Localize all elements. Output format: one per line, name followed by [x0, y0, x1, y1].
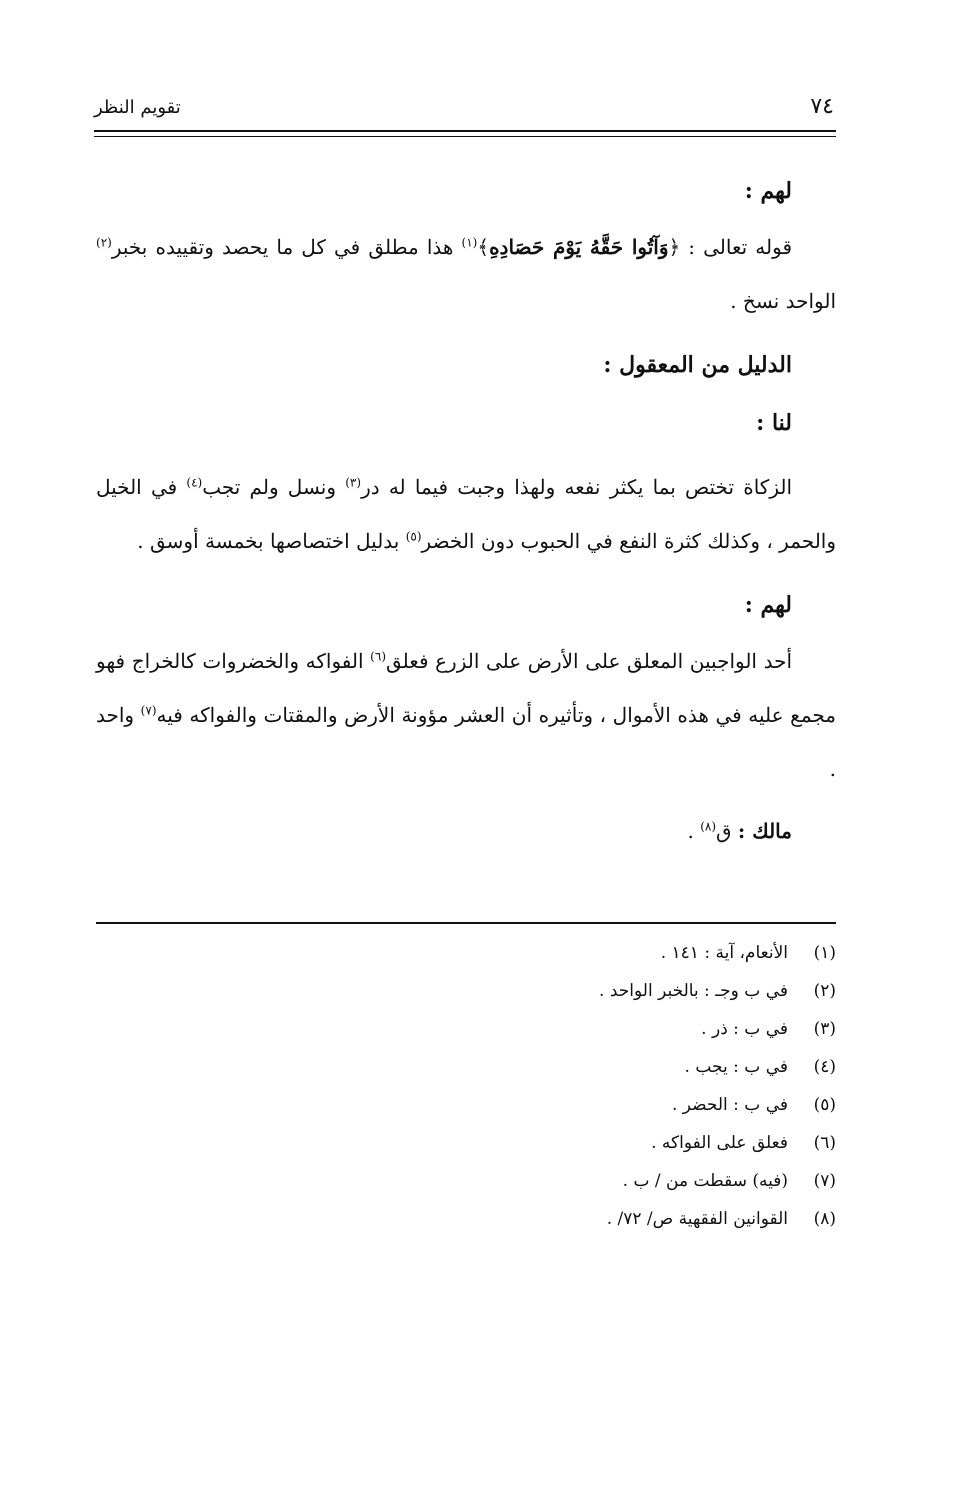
- para-text: الزكاة تختص بما يكثر نفعه ولهذا وجبت فيما له در: [361, 475, 793, 499]
- para-text: هذا مطلق في كل ما يحصد وتقييده بخبر: [111, 235, 462, 259]
- footnote-text: فعلق على الفواكه .: [651, 1133, 788, 1153]
- para-text: ق: [716, 819, 738, 843]
- para-text: في الخيل والحمر ، وكذلك كثرة النفع في الحبوب دون الخضر: [96, 475, 836, 553]
- footnote-separator: [96, 922, 836, 924]
- para-text: قوله تعالى : ﴿: [668, 235, 793, 259]
- para-text: الفواكه والخضروات كالخراج فهو مجمع عليه في هذه الأموال ، وتأثيره أن العشر مؤونة الأرض والمقتات والفواكه فيه: [96, 649, 837, 727]
- footnote-ref-6[interactable]: (٦): [370, 649, 386, 664]
- paragraph-malik: [96, 804, 836, 858]
- footnote-ref-1[interactable]: (١): [461, 235, 478, 250]
- section-heading-rational-proof: الدليل من المعقول :: [603, 352, 792, 378]
- footnote-text: القوانين الفقهية ص/ ٧٢/ .: [606, 1209, 788, 1229]
- para-text: ﴾: [477, 235, 490, 259]
- footnote-item: [96, 972, 836, 1010]
- footnote-item: [96, 934, 836, 972]
- footnote-item: [96, 1086, 836, 1124]
- footnote-number: (٧): [813, 1171, 836, 1191]
- footnote-ref-3[interactable]: (٣): [345, 475, 362, 490]
- footnote-text: في ب : ذر .: [701, 1019, 788, 1039]
- footnote-number: (٢): [813, 981, 836, 1001]
- running-header: [94, 92, 834, 126]
- footnote-ref-5[interactable]: (٥): [405, 529, 422, 544]
- footnote-ref-8[interactable]: (٨): [700, 819, 717, 834]
- footnote-text: في ب : يجب .: [684, 1057, 788, 1077]
- footnote-item: [96, 1200, 836, 1238]
- quran-quote: وَآتُوا حَقَّهُ يَوْمَ حَصَادِهِ: [489, 235, 669, 259]
- footnote-text: في ب : الحضر .: [671, 1095, 788, 1115]
- section-heading-lana: لنا :: [756, 410, 792, 436]
- footnote-number: (٥): [813, 1095, 836, 1115]
- section-heading-lahum-2: لهم :: [744, 592, 792, 618]
- para-text: ونسل ولم تجب: [202, 475, 346, 499]
- footnote-item: [96, 1010, 836, 1048]
- footnote-ref-2[interactable]: (٢): [96, 235, 112, 250]
- page-number: ٧٤: [810, 94, 834, 119]
- header-rule-thick: [94, 130, 836, 132]
- footnote-ref-4[interactable]: (٤): [186, 475, 203, 490]
- footnote-number: (٦): [813, 1133, 836, 1153]
- footnote-number: (١): [813, 943, 836, 963]
- para-text: بدليل اختصاصها بخمسة أوسق .: [137, 529, 406, 553]
- footnote-number: (٣): [813, 1019, 836, 1039]
- main-text: [96, 162, 836, 858]
- para-text: واحد .: [96, 703, 836, 781]
- footnotes-list: [96, 934, 836, 1238]
- footnote-number: (٤): [813, 1057, 836, 1077]
- paragraph-zakat-benefit: [96, 460, 836, 568]
- para-text: أحد الواجبين المعلق على الأرض على الزرع فعلق: [386, 649, 792, 673]
- para-text: .: [687, 819, 701, 843]
- footnote-text: في ب وجـ : بالخبر الواحد .: [599, 981, 788, 1001]
- section-heading-lahum-1: لهم :: [744, 178, 792, 204]
- para-text: الواحد نسخ .: [730, 289, 836, 313]
- paragraph-quran-verse: [96, 220, 836, 328]
- footnote-text: (فيه) سقطت من / ب .: [622, 1171, 788, 1191]
- footnote-text: الأنعام، آية : ١٤١ .: [660, 943, 788, 963]
- paragraph-two-obligations: [96, 634, 836, 796]
- header-rule-thin: [94, 136, 836, 137]
- footnote-item: [96, 1162, 836, 1200]
- book-title: تقويم النظر: [94, 97, 181, 118]
- footnote-item: [96, 1048, 836, 1086]
- malik-label: مالك :: [737, 819, 792, 843]
- footnote-number: (٨): [813, 1209, 836, 1229]
- footnote-ref-7[interactable]: (٧): [140, 703, 157, 718]
- footnote-item: [96, 1124, 836, 1162]
